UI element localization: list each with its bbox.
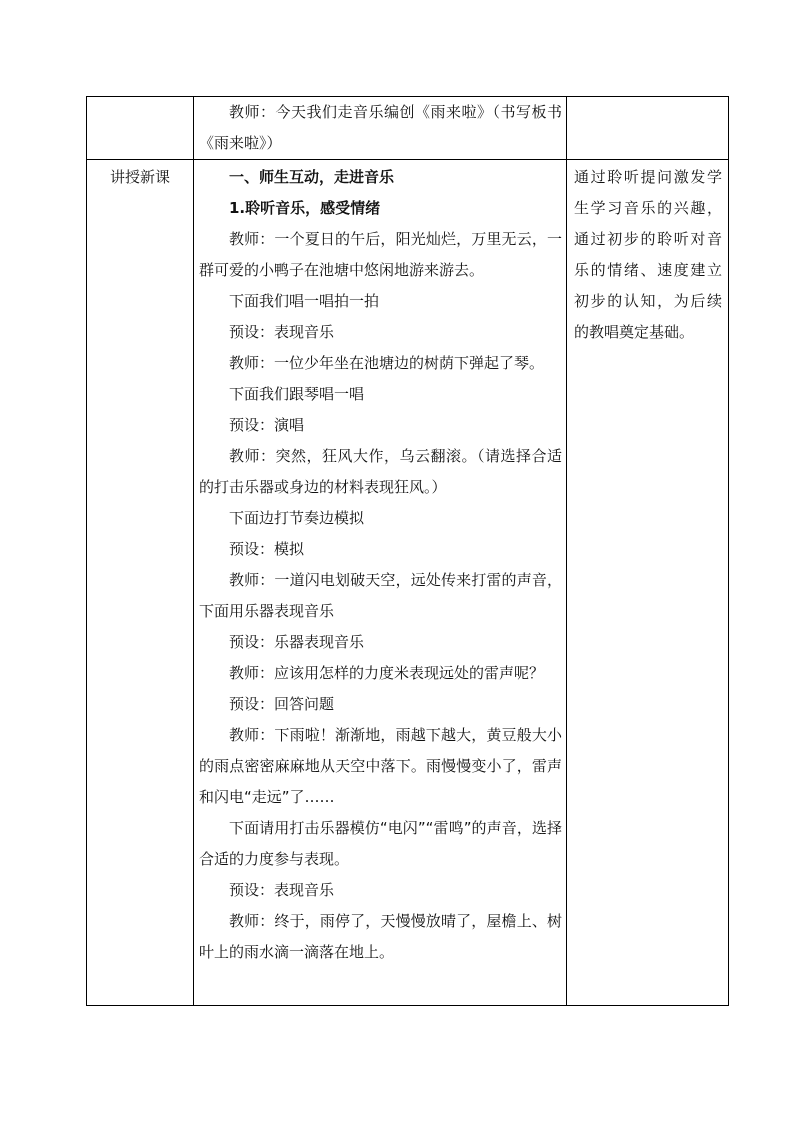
content-paragraph: 下面我们跟琴唱一唱: [229, 385, 365, 403]
content-paragraph: 教师：下雨啦！渐渐地，雨越下越大，黄豆般大小的雨点密密麻麻地从天空中落下。雨慢慢变小了，雷声和闪电“走远”了……: [199, 726, 562, 806]
section-cell: [87, 97, 194, 160]
content-paragraph: 预设：乐器表现音乐: [229, 633, 365, 651]
content-paragraph: 一、师生互动，走进音乐: [229, 168, 395, 186]
content-cell: [194, 97, 567, 160]
content-paragraph: 1.聆听音乐，感受情绪: [229, 199, 381, 217]
content-paragraph: 预设：表现音乐: [229, 323, 335, 341]
table-row: [87, 97, 729, 160]
table-row: [87, 160, 729, 1006]
content-paragraph: 教师：一个夏日的午后，阳光灿烂，万里无云，一群可爱的小鸭子在池塘中悠闲地游来游去。: [199, 230, 562, 279]
content-paragraph: 教师：一道闪电划破天空，远处传来打雷的声音，下面用乐器表现音乐: [199, 571, 562, 620]
content-paragraph: 下面边打节奏边模拟: [229, 509, 365, 527]
content-paragraph: 教师：一位少年坐在池塘边的树荫下弹起了琴。: [229, 354, 545, 372]
content-paragraph: 下面请用打击乐器模仿“电闪”“雷鸣”的声音，选择合适的力度参与表现。: [199, 819, 562, 868]
design-intent-note: 通过聆听提问激发学生学习音乐的兴趣，通过初步的聆听对音乐的情绪、速度建立初步的认知，为后续的教唱奠定基础。: [574, 168, 722, 341]
note-cell: [567, 160, 729, 1006]
section-cell: [87, 160, 194, 1006]
content-paragraph: 教师：突然，狂风大作，乌云翻滚。（请选择合适的打击乐器或身边的材料表现狂风。）: [199, 447, 562, 496]
section-label: 讲授新课: [109, 168, 170, 186]
content-paragraph: 预设：回答问题: [229, 695, 335, 713]
note-cell: [567, 97, 729, 160]
content-paragraph: 下面我们唱一唱拍一拍: [229, 292, 380, 310]
content-paragraph: 教师：应该用怎样的力度米表现远处的雷声呢？: [229, 664, 545, 682]
content-paragraph: 教师：终于，雨停了，天慢慢放晴了，屋檐上、树叶上的雨水滴一滴落在地上。: [199, 912, 562, 961]
content-paragraph: 预设：表现音乐: [229, 881, 335, 899]
content-cell: [194, 160, 567, 1006]
content-paragraph: 预设：模拟: [229, 540, 305, 558]
lesson-plan-table: [86, 96, 729, 1006]
content-paragraph: 预设：演唱: [229, 416, 305, 434]
content-paragraph: 教师：今天我们走音乐编创《雨来啦》（书写板书《雨来啦》）: [199, 103, 562, 152]
